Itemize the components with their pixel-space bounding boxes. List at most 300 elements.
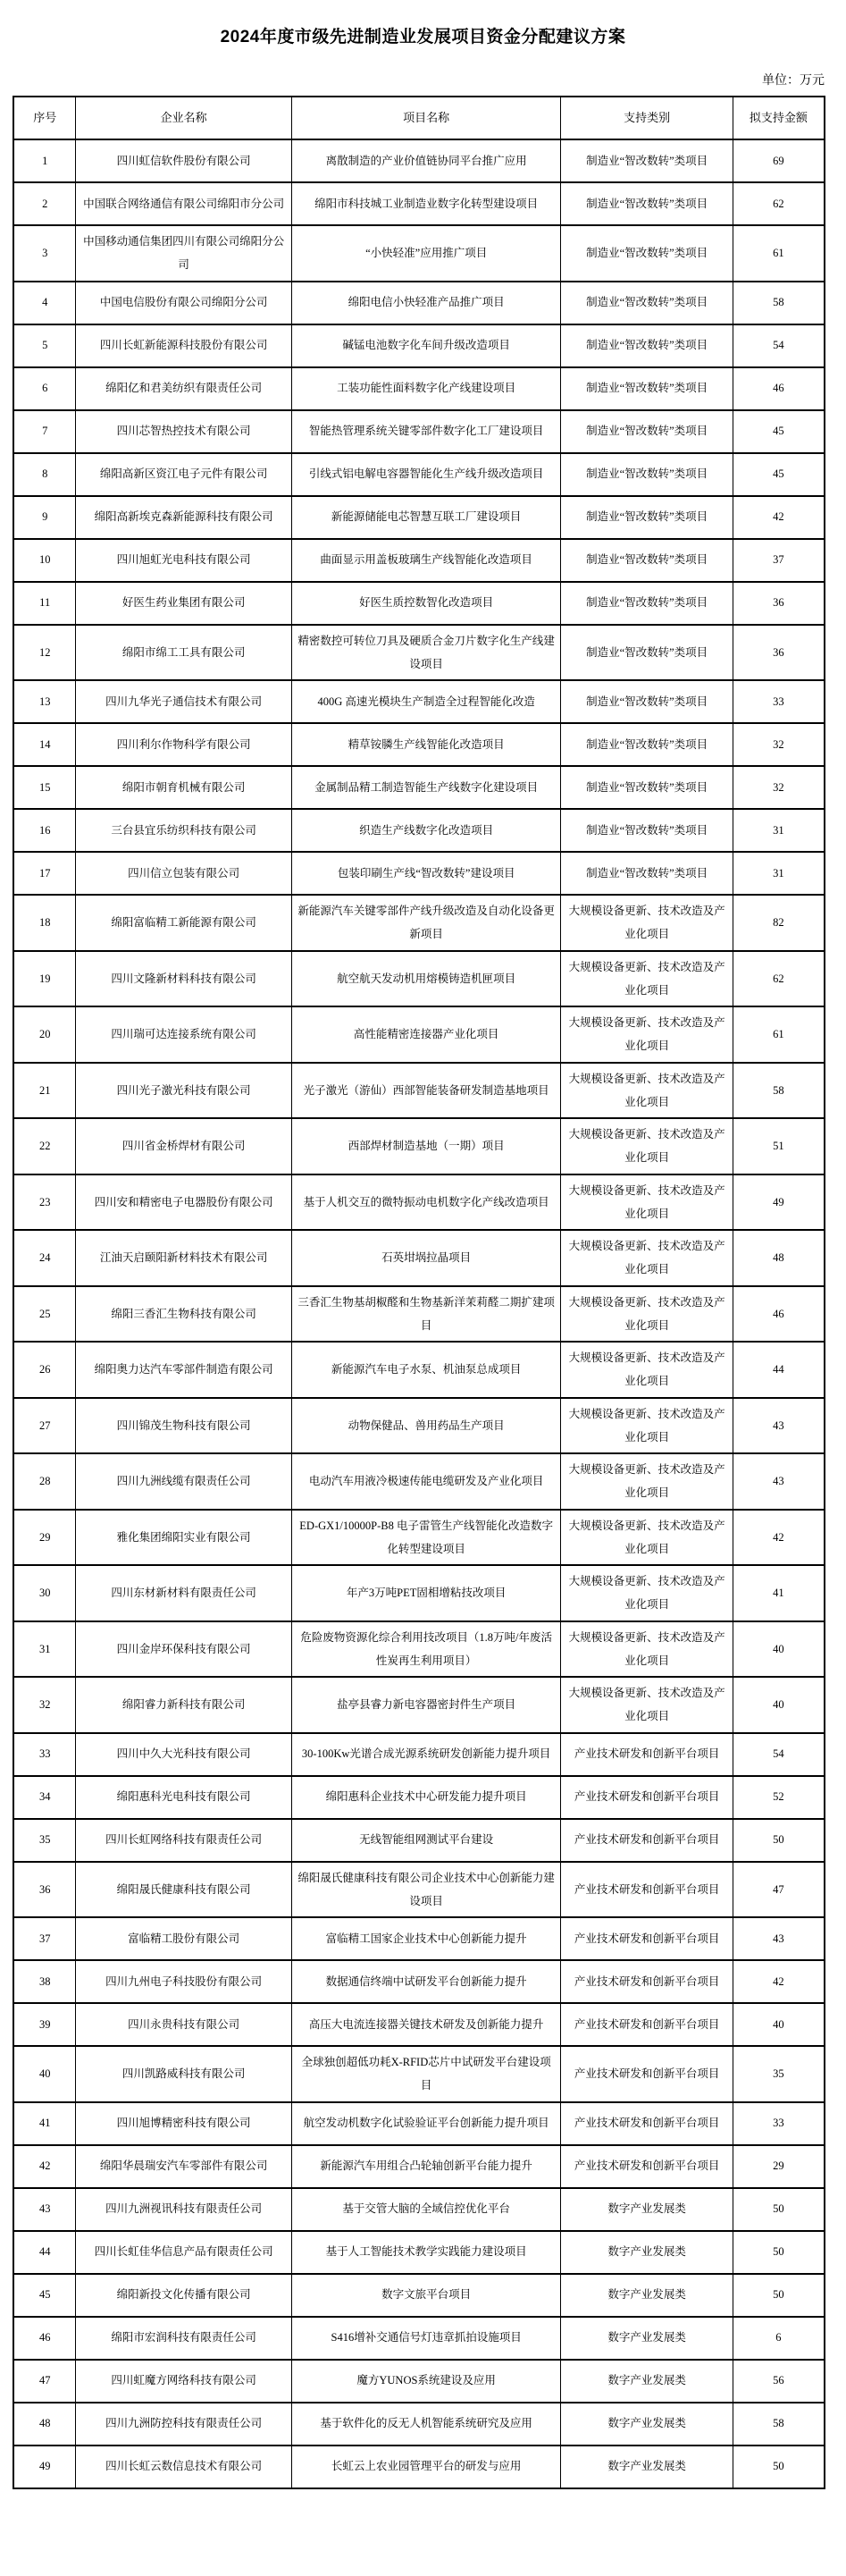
support-category-cell: 大规模设备更新、技术改造及产业化项目 (561, 1286, 733, 1343)
amount-cell: 31 (733, 852, 825, 895)
row-number-cell: 41 (13, 2102, 76, 2145)
company-name-cell: 绵阳晟氏健康科技有限公司 (76, 1862, 292, 1918)
amount-cell: 50 (733, 1819, 825, 1862)
support-category-cell: 制造业“智改数转”类项目 (561, 367, 733, 410)
amount-cell: 42 (733, 496, 825, 539)
row-number-cell: 42 (13, 2145, 76, 2188)
company-name-cell: 绵阳市朝育机械有限公司 (76, 766, 292, 809)
table-row (13, 895, 825, 951)
row-number-cell: 8 (13, 453, 76, 496)
company-name-cell: 四川瑞可达连接系统有限公司 (76, 1006, 292, 1063)
support-category-cell: 产业技术研发和创新平台项目 (561, 1862, 733, 1918)
table-row (13, 539, 825, 582)
project-name-cell: 曲面显示用盖板玻璃生产线智能化改造项目 (291, 539, 560, 582)
support-category-cell: 产业技术研发和创新平台项目 (561, 1776, 733, 1819)
project-name-cell: 基于人工智能技术教学实践能力建设项目 (291, 2231, 560, 2274)
row-number-cell: 23 (13, 1174, 76, 1231)
table-row (13, 2274, 825, 2317)
company-name-cell: 四川中久大光科技有限公司 (76, 1733, 292, 1776)
row-number-cell: 19 (13, 951, 76, 1007)
project-name-cell: 航空航天发动机用熔模铸造机匣项目 (291, 951, 560, 1007)
support-category-cell: 制造业“智改数转”类项目 (561, 852, 733, 895)
support-category-cell: 制造业“智改数转”类项目 (561, 539, 733, 582)
project-name-cell: 织造生产线数字化改造项目 (291, 809, 560, 852)
project-name-cell: 绵阳市科技城工业制造业数字化转型建设项目 (291, 182, 560, 225)
row-number-cell: 36 (13, 1862, 76, 1918)
table-row (13, 2188, 825, 2231)
company-name-cell: 四川东材新材料有限责任公司 (76, 1565, 292, 1621)
company-name-cell: 四川安和精密电子电器股份有限公司 (76, 1174, 292, 1231)
company-name-cell: 四川长虹佳华信息产品有限责任公司 (76, 2231, 292, 2274)
amount-cell: 41 (733, 1565, 825, 1621)
column-header-index: 序号 (13, 97, 76, 139)
amount-cell: 37 (733, 539, 825, 582)
project-name-cell: 数字文旅平台项目 (291, 2274, 560, 2317)
amount-cell: 58 (733, 2403, 825, 2446)
table-row (13, 1174, 825, 1231)
support-category-cell: 制造业“智改数转”类项目 (561, 809, 733, 852)
project-name-cell: 高性能精密连接器产业化项目 (291, 1006, 560, 1063)
table-row (13, 1118, 825, 1174)
row-number-cell: 3 (13, 225, 76, 282)
project-name-cell: S416增补交通信号灯违章抓拍设施项目 (291, 2317, 560, 2360)
amount-cell: 47 (733, 1862, 825, 1918)
company-name-cell: 绵阳三香汇生物科技有限公司 (76, 1286, 292, 1343)
amount-cell: 62 (733, 951, 825, 1007)
amount-cell: 43 (733, 1453, 825, 1510)
company-name-cell: 四川旭虹光电科技有限公司 (76, 539, 292, 582)
support-category-cell: 大规模设备更新、技术改造及产业化项目 (561, 1174, 733, 1231)
table-row (13, 2145, 825, 2188)
amount-cell: 45 (733, 410, 825, 453)
page-title: 2024年度市级先进制造业发展项目资金分配建议方案 (220, 28, 626, 46)
row-number-cell: 18 (13, 895, 76, 951)
project-name-cell: 长虹云上农业园管理平台的研发与应用 (291, 2446, 560, 2488)
support-category-cell: 制造业“智改数转”类项目 (561, 282, 733, 324)
support-category-cell: 数字产业发展类 (561, 2403, 733, 2446)
project-name-cell: 高压大电流连接器关键技术研发及创新能力提升 (291, 2003, 560, 2046)
amount-cell: 52 (733, 1776, 825, 1819)
row-number-cell: 38 (13, 1960, 76, 2003)
table-row (13, 182, 825, 225)
company-name-cell: 绵阳市宏润科技有限责任公司 (76, 2317, 292, 2360)
table-row (13, 1230, 825, 1286)
row-number-cell: 45 (13, 2274, 76, 2317)
project-name-cell: 基于软件化的反无人机智能系统研究及应用 (291, 2403, 560, 2446)
project-name-cell: 30-100Kw光谱合成光源系统研发创新能力提升项目 (291, 1733, 560, 1776)
project-name-cell: 无线智能组网测试平台建设 (291, 1819, 560, 1862)
column-header-amount: 拟支持金额 (733, 97, 825, 139)
project-name-cell: 西部焊材制造基地（一期）项目 (291, 1118, 560, 1174)
company-name-cell: 富临精工股份有限公司 (76, 1917, 292, 1960)
table-row (13, 1342, 825, 1398)
amount-cell: 45 (733, 453, 825, 496)
support-category-cell: 大规模设备更新、技术改造及产业化项目 (561, 895, 733, 951)
company-name-cell: 绵阳亿和君美纺织有限责任公司 (76, 367, 292, 410)
row-number-cell: 31 (13, 1621, 76, 1678)
company-name-cell: 四川长虹网络科技有限责任公司 (76, 1819, 292, 1862)
table-row (13, 625, 825, 681)
table-row (13, 282, 825, 324)
support-category-cell: 数字产业发展类 (561, 2446, 733, 2488)
row-number-cell: 46 (13, 2317, 76, 2360)
support-category-cell: 数字产业发展类 (561, 2360, 733, 2403)
table-row (13, 2231, 825, 2274)
support-category-cell: 制造业“智改数转”类项目 (561, 680, 733, 723)
fund-allocation-table (13, 96, 825, 2489)
project-name-cell: 工装功能性面料数字化产线建设项目 (291, 367, 560, 410)
row-number-cell: 29 (13, 1510, 76, 1566)
amount-cell: 54 (733, 324, 825, 367)
table-row (13, 2046, 825, 2102)
support-category-cell: 大规模设备更新、技术改造及产业化项目 (561, 1342, 733, 1398)
row-number-cell: 44 (13, 2231, 76, 2274)
company-name-cell: 四川长虹云数信息技术有限公司 (76, 2446, 292, 2488)
row-number-cell: 2 (13, 182, 76, 225)
table-row (13, 1063, 825, 1119)
amount-cell: 50 (733, 2446, 825, 2488)
project-name-cell: 碱锰电池数字化车间升级改造项目 (291, 324, 560, 367)
company-name-cell: 中国联合网络通信有限公司绵阳市分公司 (76, 182, 292, 225)
support-category-cell: 数字产业发展类 (561, 2231, 733, 2274)
support-category-cell: 制造业“智改数转”类项目 (561, 766, 733, 809)
amount-cell: 58 (733, 1063, 825, 1119)
company-name-cell: 绵阳奥力达汽车零部件制造有限公司 (76, 1342, 292, 1398)
row-number-cell: 21 (13, 1063, 76, 1119)
table-row (13, 1819, 825, 1862)
support-category-cell: 大规模设备更新、技术改造及产业化项目 (561, 1006, 733, 1063)
amount-cell: 62 (733, 182, 825, 225)
project-name-cell: 全球独创超低功耗X-RFID芯片中试研发平台建设项目 (291, 2046, 560, 2102)
row-number-cell: 11 (13, 582, 76, 625)
company-name-cell: 四川凯路威科技有限公司 (76, 2046, 292, 2102)
amount-cell: 42 (733, 1510, 825, 1566)
row-number-cell: 26 (13, 1342, 76, 1398)
amount-cell: 35 (733, 2046, 825, 2102)
amount-cell: 50 (733, 2231, 825, 2274)
support-category-cell: 大规模设备更新、技术改造及产业化项目 (561, 1565, 733, 1621)
support-category-cell: 产业技术研发和创新平台项目 (561, 1917, 733, 1960)
project-name-cell: 盐亭县睿力新电容器密封件生产项目 (291, 1677, 560, 1733)
table-row (13, 766, 825, 809)
table-row (13, 1621, 825, 1678)
support-category-cell: 大规模设备更新、技术改造及产业化项目 (561, 1063, 733, 1119)
company-name-cell: 中国电信股份有限公司绵阳分公司 (76, 282, 292, 324)
company-name-cell: 绵阳新投文化传播有限公司 (76, 2274, 292, 2317)
amount-cell: 82 (733, 895, 825, 951)
table-row (13, 852, 825, 895)
row-number-cell: 5 (13, 324, 76, 367)
table-row (13, 139, 825, 182)
table-row (13, 1286, 825, 1343)
row-number-cell: 28 (13, 1453, 76, 1510)
project-name-cell: 数据通信终端中试研发平台创新能力提升 (291, 1960, 560, 2003)
project-name-cell: 电动汽车用液冷极速传能电缆研发及产业化项目 (291, 1453, 560, 1510)
row-number-cell: 30 (13, 1565, 76, 1621)
project-name-cell: 石英坩埚拉晶项目 (291, 1230, 560, 1286)
project-name-cell: 新能源汽车用组合凸轮轴创新平台能力提升 (291, 2145, 560, 2188)
amount-cell: 29 (733, 2145, 825, 2188)
company-name-cell: 四川光子激光科技有限公司 (76, 1063, 292, 1119)
project-name-cell: 基于交管大脑的全域信控优化平台 (291, 2188, 560, 2231)
table-row (13, 324, 825, 367)
project-name-cell: 金属制品精工制造智能生产线数字化建设项目 (291, 766, 560, 809)
support-category-cell: 制造业“智改数转”类项目 (561, 410, 733, 453)
amount-cell: 61 (733, 1006, 825, 1063)
support-category-cell: 制造业“智改数转”类项目 (561, 324, 733, 367)
company-name-cell: 好医生药业集团有限公司 (76, 582, 292, 625)
row-number-cell: 39 (13, 2003, 76, 2046)
table-row (13, 2003, 825, 2046)
project-name-cell: 新能源汽车电子水泵、机油泵总成项目 (291, 1342, 560, 1398)
company-name-cell: 四川利尔作物科学有限公司 (76, 723, 292, 766)
table-row (13, 951, 825, 1007)
project-name-cell: 绵阳电信小快轻准产品推广项目 (291, 282, 560, 324)
support-category-cell: 数字产业发展类 (561, 2188, 733, 2231)
project-name-cell: 离散制造的产业价值链协同平台推广应用 (291, 139, 560, 182)
project-name-cell: 包装印刷生产线“智改数转”建设项目 (291, 852, 560, 895)
project-name-cell: 精密数控可转位刀具及硬质合金刀片数字化生产线建设项目 (291, 625, 560, 681)
table-row (13, 1917, 825, 1960)
table-row (13, 809, 825, 852)
project-name-cell: 400G 高速光模块生产制造全过程智能化改造 (291, 680, 560, 723)
support-category-cell: 制造业“智改数转”类项目 (561, 496, 733, 539)
amount-cell: 36 (733, 582, 825, 625)
row-number-cell: 9 (13, 496, 76, 539)
project-name-cell: 绵阳惠科企业技术中心研发能力提升项目 (291, 1776, 560, 1819)
table-row (13, 2317, 825, 2360)
support-category-cell: 大规模设备更新、技术改造及产业化项目 (561, 1677, 733, 1733)
project-name-cell: 危险废物资源化综合利用技改项目（1.8万吨/年废活性炭再生利用项目） (291, 1621, 560, 1678)
amount-cell: 43 (733, 1917, 825, 1960)
company-name-cell: 四川永贵科技有限公司 (76, 2003, 292, 2046)
company-name-cell: 中国移动通信集团四川有限公司绵阳分公司 (76, 225, 292, 282)
company-name-cell: 四川虹魔方网络科技有限公司 (76, 2360, 292, 2403)
company-name-cell: 四川旭博精密科技有限公司 (76, 2102, 292, 2145)
support-category-cell: 制造业“智改数转”类项目 (561, 625, 733, 681)
amount-cell: 49 (733, 1174, 825, 1231)
company-name-cell: 四川省金桥焊材有限公司 (76, 1118, 292, 1174)
row-number-cell: 10 (13, 539, 76, 582)
amount-cell: 33 (733, 680, 825, 723)
amount-cell: 50 (733, 2274, 825, 2317)
project-name-cell: 动物保健品、兽用药品生产项目 (291, 1398, 560, 1454)
project-name-cell: 新能源汽车关键零部件产线升级改造及自动化设备更新项目 (291, 895, 560, 951)
company-name-cell: 四川九州电子科技股份有限公司 (76, 1960, 292, 2003)
row-number-cell: 33 (13, 1733, 76, 1776)
company-name-cell: 四川文隆新材料科技有限公司 (76, 951, 292, 1007)
table-row (13, 1733, 825, 1776)
table-row (13, 496, 825, 539)
amount-cell: 40 (733, 1677, 825, 1733)
table-row (13, 2446, 825, 2488)
project-name-cell: 绵阳晟氏健康科技有限公司企业技术中心创新能力建设项目 (291, 1862, 560, 1918)
table-row (13, 2403, 825, 2446)
company-name-cell: 四川九洲线缆有限责任公司 (76, 1453, 292, 1510)
amount-cell: 6 (733, 2317, 825, 2360)
support-category-cell: 数字产业发展类 (561, 2274, 733, 2317)
table-row (13, 1960, 825, 2003)
support-category-cell: 产业技术研发和创新平台项目 (561, 1960, 733, 2003)
company-name-cell: 四川九洲视讯科技有限责任公司 (76, 2188, 292, 2231)
row-number-cell: 24 (13, 1230, 76, 1286)
row-number-cell: 49 (13, 2446, 76, 2488)
company-name-cell: 绵阳高新埃克森新能源科技有限公司 (76, 496, 292, 539)
amount-cell: 33 (733, 2102, 825, 2145)
support-category-cell: 制造业“智改数转”类项目 (561, 225, 733, 282)
amount-cell: 31 (733, 809, 825, 852)
support-category-cell: 大规模设备更新、技术改造及产业化项目 (561, 951, 733, 1007)
company-name-cell: 绵阳睿力新科技有限公司 (76, 1677, 292, 1733)
table-body (13, 139, 825, 2488)
company-name-cell: 四川锦茂生物科技有限公司 (76, 1398, 292, 1454)
amount-cell: 43 (733, 1398, 825, 1454)
project-name-cell: 好医生质控数智化改造项目 (291, 582, 560, 625)
table-row (13, 1677, 825, 1733)
company-name-cell: 四川虹信软件股份有限公司 (76, 139, 292, 182)
support-category-cell: 制造业“智改数转”类项目 (561, 582, 733, 625)
support-category-cell: 制造业“智改数转”类项目 (561, 453, 733, 496)
company-name-cell: 四川信立包装有限公司 (76, 852, 292, 895)
row-number-cell: 37 (13, 1917, 76, 1960)
table-row (13, 1565, 825, 1621)
column-header-category: 支持类别 (561, 97, 733, 139)
row-number-cell: 40 (13, 2046, 76, 2102)
company-name-cell: 三台县宜乐纺织科技有限公司 (76, 809, 292, 852)
row-number-cell: 7 (13, 410, 76, 453)
table-row (13, 410, 825, 453)
amount-cell: 42 (733, 1960, 825, 2003)
amount-cell: 46 (733, 1286, 825, 1343)
amount-cell: 56 (733, 2360, 825, 2403)
support-category-cell: 制造业“智改数转”类项目 (561, 139, 733, 182)
support-category-cell: 产业技术研发和创新平台项目 (561, 2003, 733, 2046)
company-name-cell: 绵阳富临精工新能源有限公司 (76, 895, 292, 951)
row-number-cell: 12 (13, 625, 76, 681)
project-name-cell: 富临精工国家企业技术中心创新能力提升 (291, 1917, 560, 1960)
project-name-cell: 基于人机交互的微特振动电机数字化产线改造项目 (291, 1174, 560, 1231)
column-header-project: 项目名称 (291, 97, 560, 139)
row-number-cell: 34 (13, 1776, 76, 1819)
project-name-cell: “小快轻准”应用推广项目 (291, 225, 560, 282)
company-name-cell: 四川金岸环保科技有限公司 (76, 1621, 292, 1678)
company-name-cell: 绵阳华晨瑞安汽车零部件有限公司 (76, 2145, 292, 2188)
row-number-cell: 35 (13, 1819, 76, 1862)
amount-cell: 36 (733, 625, 825, 681)
support-category-cell: 制造业“智改数转”类项目 (561, 723, 733, 766)
amount-cell: 46 (733, 367, 825, 410)
amount-cell: 51 (733, 1118, 825, 1174)
table-row (13, 723, 825, 766)
company-name-cell: 四川九洲防控科技有限责任公司 (76, 2403, 292, 2446)
table-row (13, 1862, 825, 1918)
support-category-cell: 制造业“智改数转”类项目 (561, 182, 733, 225)
project-name-cell: ED-GX1/10000P-B8 电子雷管生产线智能化改造数字化转型建设项目 (291, 1510, 560, 1566)
support-category-cell: 大规模设备更新、技术改造及产业化项目 (561, 1453, 733, 1510)
project-name-cell: 引线式铝电解电容器智能化生产线升级改造项目 (291, 453, 560, 496)
support-category-cell: 产业技术研发和创新平台项目 (561, 2145, 733, 2188)
table-row (13, 453, 825, 496)
company-name-cell: 绵阳惠科光电科技有限公司 (76, 1776, 292, 1819)
company-name-cell: 绵阳高新区资江电子元件有限公司 (76, 453, 292, 496)
row-number-cell: 13 (13, 680, 76, 723)
support-category-cell: 大规模设备更新、技术改造及产业化项目 (561, 1230, 733, 1286)
table-row (13, 367, 825, 410)
row-number-cell: 27 (13, 1398, 76, 1454)
support-category-cell: 产业技术研发和创新平台项目 (561, 2102, 733, 2145)
support-category-cell: 大规模设备更新、技术改造及产业化项目 (561, 1118, 733, 1174)
support-category-cell: 产业技术研发和创新平台项目 (561, 2046, 733, 2102)
amount-cell: 50 (733, 2188, 825, 2231)
table-row (13, 225, 825, 282)
amount-cell: 32 (733, 766, 825, 809)
column-header-company: 企业名称 (76, 97, 292, 139)
support-category-cell: 大规模设备更新、技术改造及产业化项目 (561, 1398, 733, 1454)
header-row (13, 97, 825, 139)
row-number-cell: 48 (13, 2403, 76, 2446)
amount-cell: 61 (733, 225, 825, 282)
support-category-cell: 大规模设备更新、技术改造及产业化项目 (561, 1621, 733, 1678)
table-row (13, 1453, 825, 1510)
project-name-cell: 智能热管理系统关键零部件数字化工厂建设项目 (291, 410, 560, 453)
table-row (13, 582, 825, 625)
company-name-cell: 四川芯智热控技术有限公司 (76, 410, 292, 453)
project-name-cell: 精草铵膦生产线智能化改造项目 (291, 723, 560, 766)
support-category-cell: 产业技术研发和创新平台项目 (561, 1819, 733, 1862)
project-name-cell: 三香汇生物基胡椒醛和生物基新洋茉莉醛二期扩建项目 (291, 1286, 560, 1343)
row-number-cell: 14 (13, 723, 76, 766)
row-number-cell: 15 (13, 766, 76, 809)
amount-cell: 40 (733, 2003, 825, 2046)
unit-label: 单位：万元 (762, 74, 825, 88)
row-number-cell: 47 (13, 2360, 76, 2403)
amount-cell: 44 (733, 1342, 825, 1398)
amount-cell: 40 (733, 1621, 825, 1678)
row-number-cell: 16 (13, 809, 76, 852)
project-name-cell: 年产3万吨PET固相增粘技改项目 (291, 1565, 560, 1621)
row-number-cell: 20 (13, 1006, 76, 1063)
row-number-cell: 6 (13, 367, 76, 410)
support-category-cell: 数字产业发展类 (561, 2317, 733, 2360)
company-name-cell: 绵阳市绵工工具有限公司 (76, 625, 292, 681)
table-row (13, 1776, 825, 1819)
table-row (13, 1006, 825, 1063)
project-name-cell: 魔方YUNOS系统建设及应用 (291, 2360, 560, 2403)
row-number-cell: 43 (13, 2188, 76, 2231)
table-row (13, 2102, 825, 2145)
row-number-cell: 32 (13, 1677, 76, 1733)
company-name-cell: 雅化集团绵阳实业有限公司 (76, 1510, 292, 1566)
row-number-cell: 17 (13, 852, 76, 895)
row-number-cell: 1 (13, 139, 76, 182)
company-name-cell: 江油天启颐阳新材料技术有限公司 (76, 1230, 292, 1286)
amount-cell: 32 (733, 723, 825, 766)
amount-cell: 48 (733, 1230, 825, 1286)
project-name-cell: 航空发动机数字化试验验证平台创新能力提升项目 (291, 2102, 560, 2145)
table-row (13, 1398, 825, 1454)
project-name-cell: 新能源储能电芯智慧互联工厂建设项目 (291, 496, 560, 539)
support-category-cell: 大规模设备更新、技术改造及产业化项目 (561, 1510, 733, 1566)
support-category-cell: 产业技术研发和创新平台项目 (561, 1733, 733, 1776)
row-number-cell: 22 (13, 1118, 76, 1174)
amount-cell: 58 (733, 282, 825, 324)
company-name-cell: 四川九华光子通信技术有限公司 (76, 680, 292, 723)
project-name-cell: 光子激光（游仙）西部智能装备研发制造基地项目 (291, 1063, 560, 1119)
amount-cell: 69 (733, 139, 825, 182)
amount-cell: 54 (733, 1733, 825, 1776)
table-row (13, 680, 825, 723)
table-row (13, 1510, 825, 1566)
